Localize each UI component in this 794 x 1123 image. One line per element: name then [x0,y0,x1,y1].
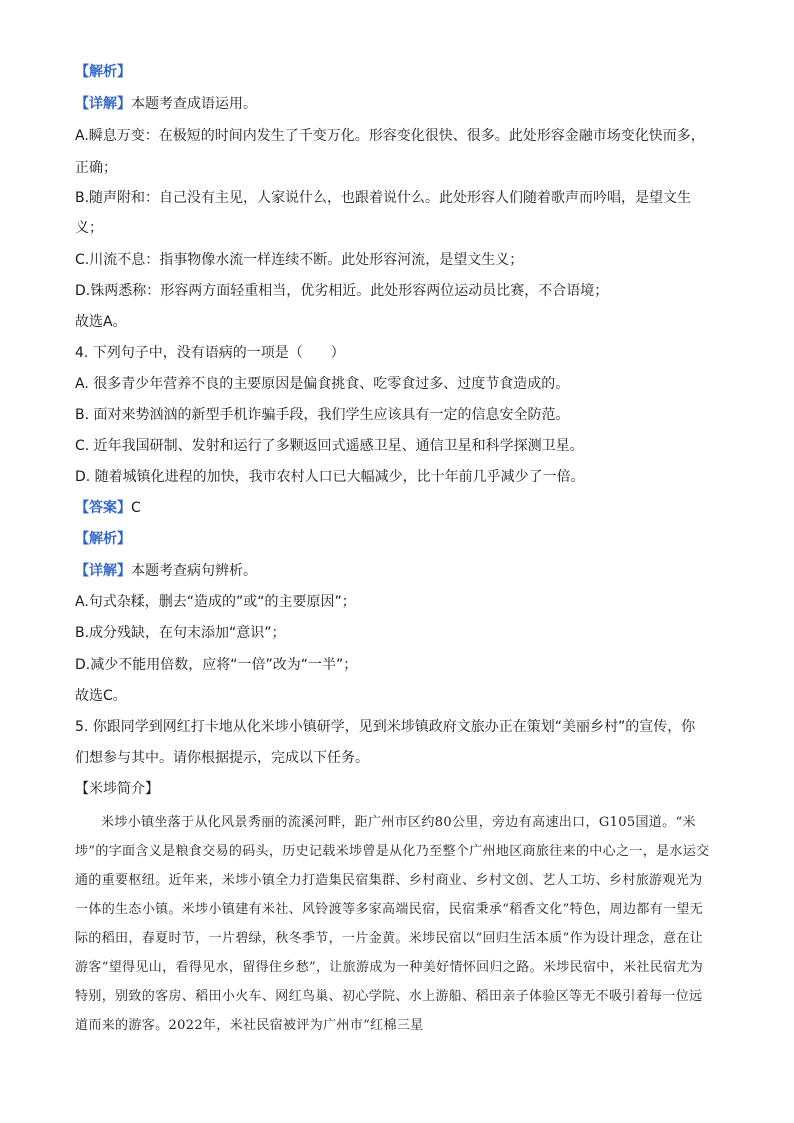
answer-line [75,498,141,518]
q4-option-b: B. 面对来势汹汹的新型手机诈骗手段，我们学生应该具有一定的信息安全防范。 [75,407,570,423]
q4-detail-text: 本题考查病句辨析。 [131,563,257,579]
q5-stem-line1: 5. 你跟同学到网红打卡地从化米埗小镇研学，见到米埗镇政府文旅办正在策划“美丽乡村”的宣传，你 [75,719,696,735]
q4-analysis-tag: 【解析】 [75,531,131,547]
answer-tag: 【答案】 [75,500,131,516]
intro-passage-text: 米埗小镇坐落于从化风景秀丽的流溪河畔，距广州市区约80公里，旁边有高速出口，G105国道。“米埗”的字面含义是粮食交易的码头，历史记载米埗曾是从化乃至整个广州地区商旅往来的中心之一，是水运交通的重要枢纽。近年来，米埗小镇全力打造集民宿集群、乡村商业、乡村文创、艺人工坊、乡村旅游观光为一体的生态小镇。米埗小镇建有米社、风铃渡等多家高端民宿，民宿秉承“稻香文化”特色，周边都有一望无际的稻田，春夏时节，一片碧绿，秋冬季节，一片金黄。米埗民宿以“回归生活本质”作为设计理念，意在让游客“望得见山，看得见水，留得住乡愁”，让旅游成为一种美好情怀回归之路。米埗民宿中，米社民宿尤为特别，别致的客房、稻田小火车、网红鸟巢、初心学院、水上游船、稻田亲子体验区等无不吸引着每一位远道而来的游客。2022年，米社民宿被评为广州市“红棉三星 [75,815,710,1033]
answer-value: C [131,500,141,516]
option-a-line2: 正确； [75,160,117,176]
q4-option-d: D. 随着城镇化进程的加快，我市农村人口已大幅减少，比十年前几乎减少了一倍。 [75,469,585,485]
intro-passage [75,808,715,1040]
option-a-line1: A.瞬息万变：在极短的时间内发生了千变万化。形容变化很快、很多。此处形容金融市场变化快而多， [75,128,705,144]
q4-conclusion: 故选C。 [75,688,127,704]
q4-option-c: C. 近年我国研制、发射和运行了多颗返回式遥感卫星、通信卫星和科学探测卫星。 [75,438,584,454]
q4-detail-tag: 【详解】 [75,563,131,579]
option-c: C.川流不息：指事物像水流一样连续不断。此处形容河流，是望文生义； [75,252,524,268]
q4-stem: 4. 下列句子中，没有语病的一项是（ ） [75,345,345,361]
q4-detail-line [75,561,257,581]
option-b-line2: 义； [75,220,103,236]
q4-explain-a: A.句式杂糅，删去“造成的”或“的主要原因”； [75,594,356,610]
conclusion-3: 故选A。 [75,314,127,330]
q4-explain-d: D.减少不能用倍数，应将“一倍”改为“一半”； [75,657,358,673]
option-b-line1: B.随声附和：自己没有主见，人家说什么，也跟着说什么。此处形容人们随着歌声而吟唱，是望文生 [75,190,692,206]
q4-explain-b: B.成分残缺，在句末添加“意识”； [75,625,286,641]
detail-line [75,94,257,114]
option-d: D.铢两悉称：形容两方面轻重相当，优劣相近。此处形容两位运动员比赛，不合语境； [75,283,609,299]
intro-tag: 【米埗简介】 [75,781,159,797]
q5-stem-line2: 们想参与其中。请你根据提示，完成以下任务。 [75,750,369,766]
detail-text: 本题考查成语运用。 [131,96,257,112]
analysis-tag: 【解析】 [75,64,131,80]
q4-option-a: A. 很多青少年营养不良的主要原因是偏食挑食、吃零食过多、过度节食造成的。 [75,376,570,392]
detail-tag: 【详解】 [75,96,131,112]
